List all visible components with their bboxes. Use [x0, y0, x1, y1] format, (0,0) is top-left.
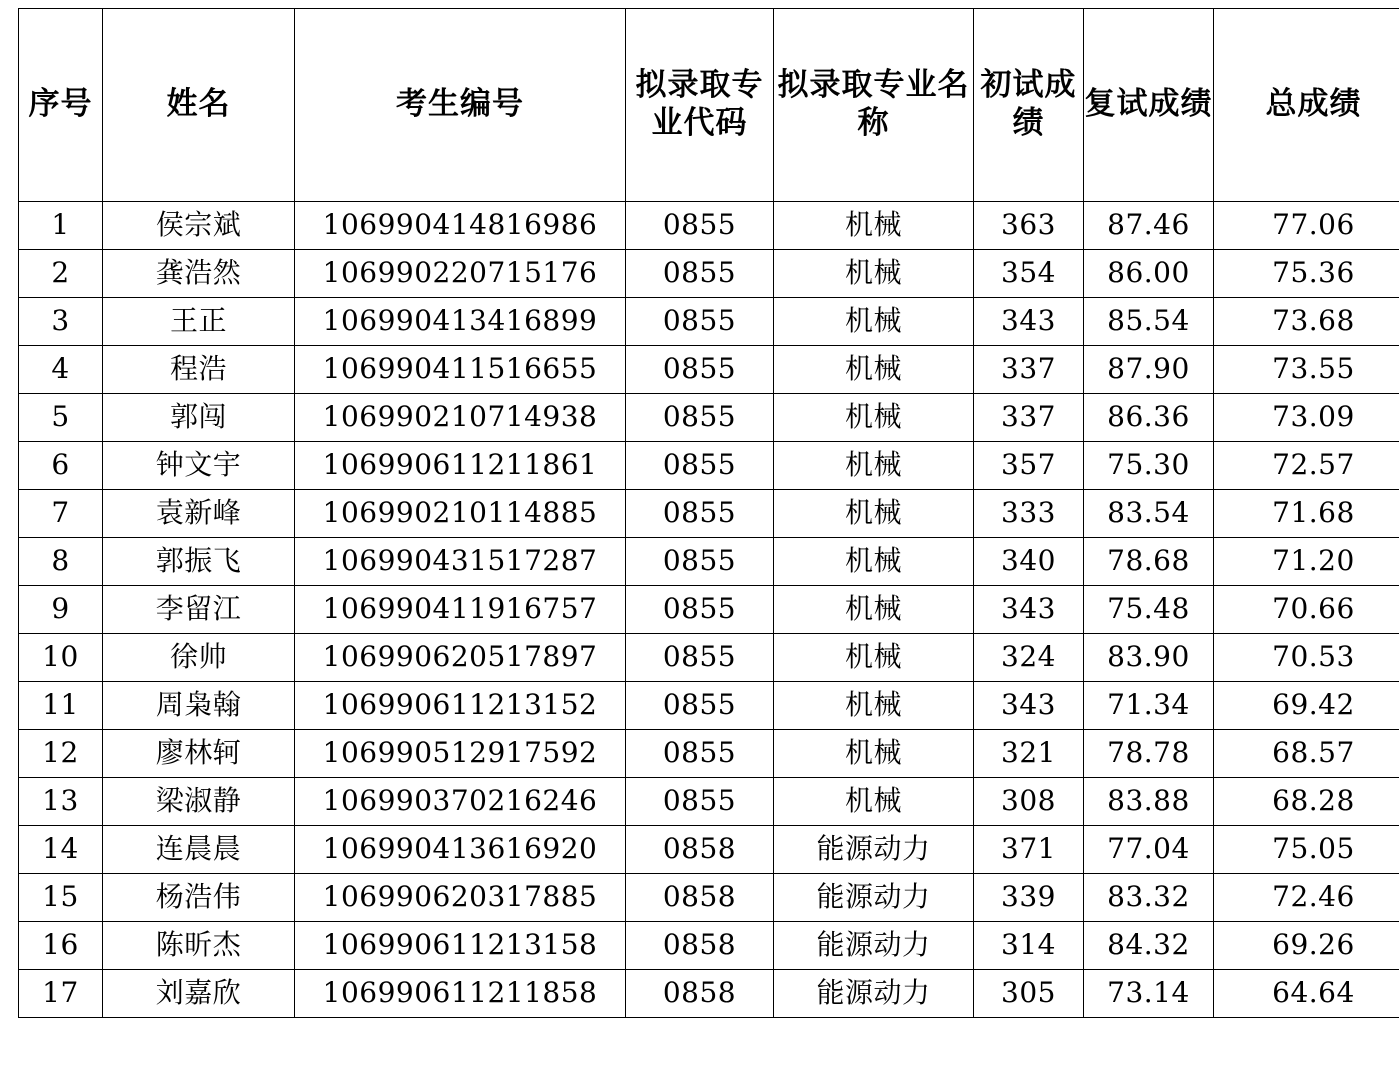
cell-major-code: 0855	[626, 586, 774, 634]
cell-index: 11	[19, 682, 103, 730]
cell-index: 16	[19, 922, 103, 970]
column-header-major-code: 拟录取专业代码	[626, 9, 774, 202]
cell-candidate-no: 106990411916757	[295, 586, 626, 634]
table-row	[19, 874, 1399, 922]
table-row	[19, 442, 1399, 490]
cell-first-score: 343	[974, 586, 1084, 634]
cell-first-score: 343	[974, 682, 1084, 730]
cell-first-score: 308	[974, 778, 1084, 826]
cell-major-code: 0855	[626, 298, 774, 346]
cell-major-code: 0855	[626, 778, 774, 826]
cell-second-score: 87.46	[1084, 202, 1214, 250]
column-header-second-score: 复试成绩	[1084, 9, 1214, 202]
cell-second-score: 78.68	[1084, 538, 1214, 586]
column-header-candidate-no: 考生编号	[295, 9, 626, 202]
cell-total-score: 69.42	[1214, 682, 1399, 730]
cell-total-score: 75.05	[1214, 826, 1399, 874]
cell-name: 廖林轲	[103, 730, 295, 778]
cell-major-name: 能源动力	[774, 970, 974, 1018]
cell-index: 3	[19, 298, 103, 346]
cell-second-score: 86.00	[1084, 250, 1214, 298]
cell-candidate-no: 106990413416899	[295, 298, 626, 346]
cell-candidate-no: 106990431517287	[295, 538, 626, 586]
cell-major-code: 0858	[626, 922, 774, 970]
cell-index: 5	[19, 394, 103, 442]
cell-total-score: 73.55	[1214, 346, 1399, 394]
table-row	[19, 634, 1399, 682]
table-row	[19, 586, 1399, 634]
cell-first-score: 339	[974, 874, 1084, 922]
cell-candidate-no: 106990512917592	[295, 730, 626, 778]
table-row	[19, 682, 1399, 730]
cell-name: 程浩	[103, 346, 295, 394]
cell-candidate-no: 106990611211858	[295, 970, 626, 1018]
cell-major-code: 0855	[626, 442, 774, 490]
cell-candidate-no: 106990611211861	[295, 442, 626, 490]
cell-name: 陈昕杰	[103, 922, 295, 970]
cell-candidate-no: 106990611213158	[295, 922, 626, 970]
table-header-row	[19, 9, 1399, 202]
cell-name: 连晨晨	[103, 826, 295, 874]
cell-first-score: 321	[974, 730, 1084, 778]
cell-major-name: 能源动力	[774, 922, 974, 970]
cell-total-score: 68.57	[1214, 730, 1399, 778]
cell-candidate-no: 106990210714938	[295, 394, 626, 442]
cell-major-name: 机械	[774, 538, 974, 586]
cell-name: 侯宗斌	[103, 202, 295, 250]
cell-name: 李留江	[103, 586, 295, 634]
cell-second-score: 78.78	[1084, 730, 1214, 778]
cell-first-score: 354	[974, 250, 1084, 298]
table-body	[19, 202, 1399, 1018]
cell-first-score: 305	[974, 970, 1084, 1018]
cell-total-score: 77.06	[1214, 202, 1399, 250]
cell-second-score: 85.54	[1084, 298, 1214, 346]
cell-major-name: 机械	[774, 202, 974, 250]
cell-name: 袁新峰	[103, 490, 295, 538]
cell-name: 徐帅	[103, 634, 295, 682]
cell-second-score: 86.36	[1084, 394, 1214, 442]
cell-major-code: 0855	[626, 634, 774, 682]
table-row	[19, 538, 1399, 586]
cell-name: 钟文宇	[103, 442, 295, 490]
table-row	[19, 730, 1399, 778]
cell-major-name: 机械	[774, 442, 974, 490]
cell-second-score: 73.14	[1084, 970, 1214, 1018]
column-header-index: 序号	[19, 9, 103, 202]
cell-major-code: 0855	[626, 490, 774, 538]
cell-first-score: 371	[974, 826, 1084, 874]
table-row	[19, 298, 1399, 346]
cell-candidate-no: 106990414816986	[295, 202, 626, 250]
cell-first-score: 363	[974, 202, 1084, 250]
cell-index: 13	[19, 778, 103, 826]
cell-major-code: 0855	[626, 202, 774, 250]
cell-major-code: 0855	[626, 682, 774, 730]
cell-first-score: 357	[974, 442, 1084, 490]
table-row	[19, 922, 1399, 970]
cell-first-score: 343	[974, 298, 1084, 346]
cell-index: 9	[19, 586, 103, 634]
cell-total-score: 75.36	[1214, 250, 1399, 298]
cell-major-code: 0858	[626, 970, 774, 1018]
cell-major-name: 机械	[774, 586, 974, 634]
cell-index: 4	[19, 346, 103, 394]
cell-candidate-no: 106990620517897	[295, 634, 626, 682]
table-row	[19, 970, 1399, 1018]
cell-second-score: 87.90	[1084, 346, 1214, 394]
cell-name: 杨浩伟	[103, 874, 295, 922]
cell-second-score: 83.88	[1084, 778, 1214, 826]
cell-major-name: 机械	[774, 250, 974, 298]
cell-index: 10	[19, 634, 103, 682]
table-row	[19, 490, 1399, 538]
cell-first-score: 333	[974, 490, 1084, 538]
cell-major-name: 机械	[774, 682, 974, 730]
cell-major-name: 机械	[774, 490, 974, 538]
cell-index: 8	[19, 538, 103, 586]
cell-major-name: 机械	[774, 778, 974, 826]
cell-major-code: 0858	[626, 874, 774, 922]
cell-major-code: 0855	[626, 346, 774, 394]
cell-total-score: 70.53	[1214, 634, 1399, 682]
table-row	[19, 394, 1399, 442]
cell-index: 17	[19, 970, 103, 1018]
cell-second-score: 83.32	[1084, 874, 1214, 922]
column-header-major-name: 拟录取专业名称	[774, 9, 974, 202]
cell-total-score: 71.20	[1214, 538, 1399, 586]
cell-second-score: 71.34	[1084, 682, 1214, 730]
cell-major-name: 机械	[774, 298, 974, 346]
admission-results-table	[18, 8, 1399, 1018]
cell-first-score: 340	[974, 538, 1084, 586]
cell-first-score: 337	[974, 346, 1084, 394]
cell-second-score: 75.30	[1084, 442, 1214, 490]
cell-name: 郭振飞	[103, 538, 295, 586]
cell-name: 郭闯	[103, 394, 295, 442]
column-header-total-score: 总成绩	[1214, 9, 1399, 202]
cell-index: 12	[19, 730, 103, 778]
table-row	[19, 346, 1399, 394]
cell-second-score: 83.54	[1084, 490, 1214, 538]
cell-major-name: 机械	[774, 346, 974, 394]
cell-candidate-no: 106990210114885	[295, 490, 626, 538]
cell-name: 梁淑静	[103, 778, 295, 826]
column-header-name: 姓名	[103, 9, 295, 202]
cell-first-score: 337	[974, 394, 1084, 442]
cell-index: 1	[19, 202, 103, 250]
cell-total-score: 68.28	[1214, 778, 1399, 826]
cell-major-code: 0858	[626, 826, 774, 874]
cell-major-name: 能源动力	[774, 874, 974, 922]
cell-index: 2	[19, 250, 103, 298]
cell-second-score: 75.48	[1084, 586, 1214, 634]
cell-candidate-no: 106990620317885	[295, 874, 626, 922]
cell-total-score: 71.68	[1214, 490, 1399, 538]
cell-total-score: 64.64	[1214, 970, 1399, 1018]
cell-major-code: 0855	[626, 250, 774, 298]
cell-total-score: 73.68	[1214, 298, 1399, 346]
cell-first-score: 314	[974, 922, 1084, 970]
cell-candidate-no: 106990220715176	[295, 250, 626, 298]
cell-major-code: 0855	[626, 538, 774, 586]
cell-major-name: 机械	[774, 394, 974, 442]
cell-total-score: 70.66	[1214, 586, 1399, 634]
cell-total-score: 73.09	[1214, 394, 1399, 442]
table-row	[19, 202, 1399, 250]
cell-second-score: 77.04	[1084, 826, 1214, 874]
cell-major-name: 能源动力	[774, 826, 974, 874]
cell-major-code: 0855	[626, 394, 774, 442]
cell-total-score: 69.26	[1214, 922, 1399, 970]
cell-candidate-no: 106990611213152	[295, 682, 626, 730]
cell-name: 王正	[103, 298, 295, 346]
cell-index: 15	[19, 874, 103, 922]
table-row	[19, 778, 1399, 826]
cell-second-score: 84.32	[1084, 922, 1214, 970]
cell-major-name: 机械	[774, 730, 974, 778]
cell-total-score: 72.46	[1214, 874, 1399, 922]
table-row	[19, 250, 1399, 298]
column-header-first-score: 初试成绩	[974, 9, 1084, 202]
cell-candidate-no: 106990411516655	[295, 346, 626, 394]
cell-first-score: 324	[974, 634, 1084, 682]
cell-major-name: 机械	[774, 634, 974, 682]
cell-second-score: 83.90	[1084, 634, 1214, 682]
cell-total-score: 72.57	[1214, 442, 1399, 490]
cell-candidate-no: 106990413616920	[295, 826, 626, 874]
cell-name: 周枭翰	[103, 682, 295, 730]
table-row	[19, 826, 1399, 874]
cell-index: 6	[19, 442, 103, 490]
cell-major-code: 0855	[626, 730, 774, 778]
cell-candidate-no: 106990370216246	[295, 778, 626, 826]
cell-index: 14	[19, 826, 103, 874]
cell-index: 7	[19, 490, 103, 538]
cell-name: 刘嘉欣	[103, 970, 295, 1018]
cell-name: 龚浩然	[103, 250, 295, 298]
